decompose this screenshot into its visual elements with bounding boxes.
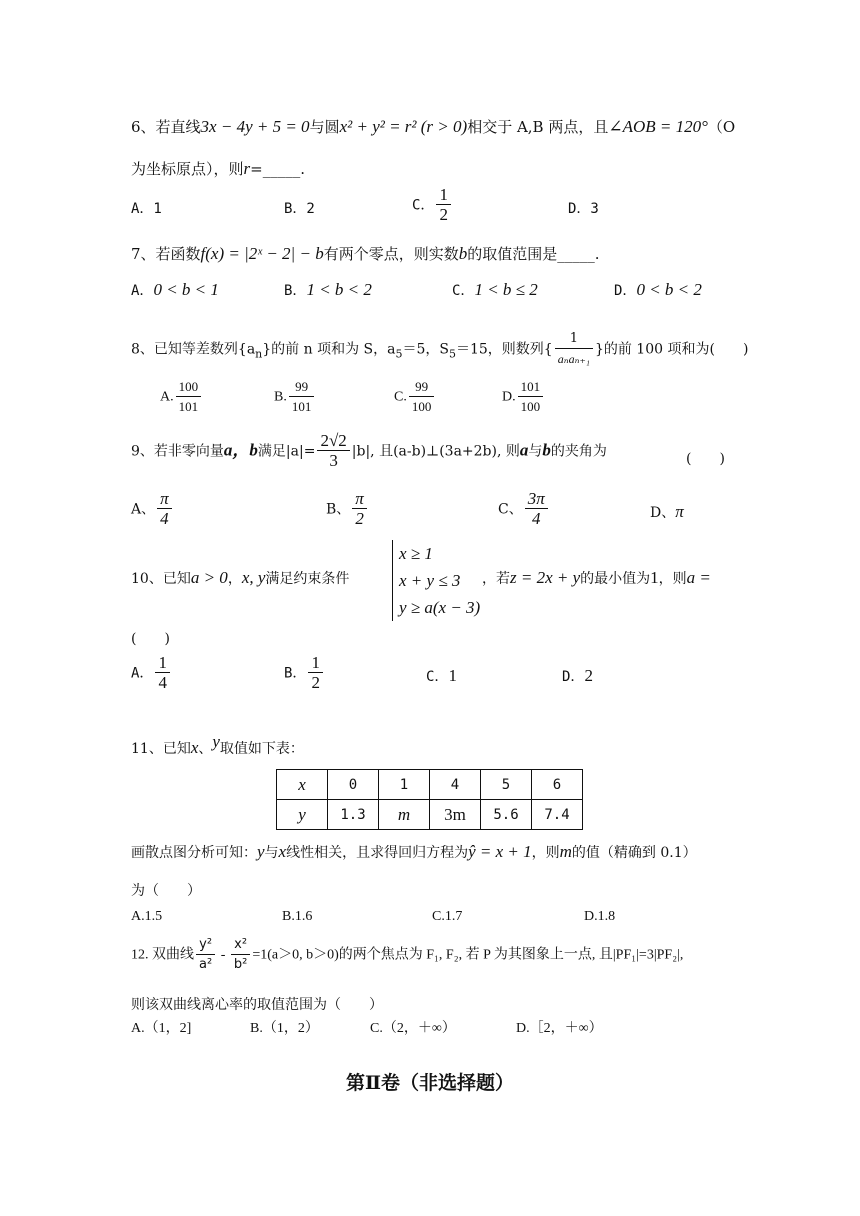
frac-den: 4 xyxy=(160,509,169,528)
constraint: x + y ≤ 3 xyxy=(399,571,461,590)
q6-line2-a: 为坐标原点），则 xyxy=(131,160,244,178)
table-cell: m xyxy=(379,800,430,830)
option-label: D. xyxy=(502,389,516,405)
q10-condition: a > 0 xyxy=(190,568,228,587)
q6-circle-equation: x² + y² = r² (r > 0) xyxy=(339,117,468,136)
q11-text-e: 线性相关，且求得回归方程为 xyxy=(286,845,469,861)
q12-fraction-y xyxy=(196,936,215,975)
frac-den: aₙaₙ₊₁ xyxy=(557,352,590,366)
q6-line-equation: 3x − 4y + 5 = 0 xyxy=(200,117,310,136)
q8-sub-n: n xyxy=(255,347,263,361)
frac-den: 101 xyxy=(178,399,199,414)
option-fraction xyxy=(308,654,323,693)
frac-num: 1 xyxy=(555,330,593,349)
table-row xyxy=(277,770,583,800)
q9-option-b xyxy=(326,490,369,529)
q6-option-d: D．3 xyxy=(568,201,599,217)
option-fraction xyxy=(409,378,435,417)
q8-sub-5b: 5 xyxy=(448,347,456,361)
q7-var: b xyxy=(458,244,468,263)
table-cell: 6 xyxy=(532,770,583,800)
frac-den: 4 xyxy=(158,673,167,692)
constraint: y ≥ a(x − 3) xyxy=(399,598,481,617)
q9-text-b: 满足|a|= xyxy=(257,443,316,460)
q10-option-d xyxy=(562,666,593,686)
q6-option-b: B．2 xyxy=(284,201,315,217)
q8-option-b xyxy=(274,378,316,417)
q11-sep: 、 xyxy=(198,741,213,757)
table-cell: 0 xyxy=(328,770,379,800)
q9-text-a: 9、若非零向量 xyxy=(131,443,224,460)
frac-den: 2 xyxy=(311,673,320,692)
q6-line1 xyxy=(131,116,735,137)
frac-num: 1 xyxy=(308,654,323,673)
option-fraction xyxy=(352,490,367,529)
frac-den: 2 xyxy=(439,205,448,224)
q6-mid2: 相交于 A,B 两点，且 xyxy=(467,118,609,136)
q6-label: 6、若直线 xyxy=(131,118,201,136)
q9-text-c: |b|, 且(a-b)⊥(3a+2b), 则 xyxy=(351,443,520,460)
q9-b: b xyxy=(542,440,551,460)
option-label: A． xyxy=(131,665,154,682)
q12-question-line: 则该双曲线离心率的取值范围为（ ） xyxy=(131,997,383,1013)
option-value: 0 < b < 1 xyxy=(153,280,219,299)
table-row xyxy=(277,800,583,830)
option-fraction xyxy=(155,654,170,693)
q8-line xyxy=(131,330,748,369)
q11-text-b: 取值如下表： xyxy=(219,741,304,757)
q12-option-d: D.［2，＋∞） xyxy=(516,1021,603,1036)
q6-angle: ∠AOB = 120° xyxy=(608,117,708,136)
option-label: A、 xyxy=(131,501,156,518)
q11-y2: y xyxy=(257,842,265,861)
frac-den: 4 xyxy=(531,509,541,528)
table-cell: 1 xyxy=(379,770,430,800)
option-label: A. xyxy=(160,389,174,405)
q11-y: y xyxy=(212,732,220,751)
frac-den: 101 xyxy=(291,399,312,414)
q12-option-a: A.（1，2] xyxy=(131,1021,192,1036)
q6-option-c-label: C． xyxy=(412,197,435,214)
table-cell: 5.6 xyxy=(481,800,532,830)
q9-option-a xyxy=(131,490,174,529)
frac-num: 99 xyxy=(409,378,435,397)
q11-regression: ŷ = x + 1 xyxy=(468,842,532,861)
frac-num: π xyxy=(352,490,367,509)
frac-num: 100 xyxy=(176,378,202,397)
q11-x2: x xyxy=(278,842,287,861)
q7-option-c xyxy=(452,280,538,300)
option-label: B． xyxy=(284,665,307,682)
q10-min-value: 1 xyxy=(650,568,659,587)
q8-fraction xyxy=(555,330,593,369)
q11-text-a: 11、已知 xyxy=(131,741,191,757)
q10-option-c xyxy=(426,666,457,686)
q10-line-left xyxy=(131,568,349,588)
q8-text-d: ＝15，则数列{ xyxy=(455,341,553,358)
q12-text-b: =1(a＞0, b＞0)的两个焦点为 F₁, F₂, 若 P 为其图象上一点, 且|PF₁|=3|PF₂|, xyxy=(252,947,684,963)
q12-option-c: C.（2，＋∞） xyxy=(370,1021,456,1036)
q10-text-c: 满足约束条件 xyxy=(265,571,350,587)
q10-objective: z = 2x + y xyxy=(510,568,581,587)
option-label: C. xyxy=(394,389,407,405)
q11-analysis-line xyxy=(131,842,697,862)
q11-line xyxy=(131,732,304,758)
table-cell: y xyxy=(277,800,328,830)
q9-option-d xyxy=(650,502,684,522)
q10-vars: x, y xyxy=(241,568,266,587)
q6-r: r xyxy=(243,159,251,178)
q6-option-c xyxy=(412,186,453,225)
option-label: D、 xyxy=(650,505,676,521)
q6-mid1: 与圆 xyxy=(309,118,340,136)
q8-sub-5: 5 xyxy=(395,347,403,361)
q8-text-c: ＝5，S xyxy=(402,341,449,358)
option-fraction xyxy=(176,378,202,417)
frac-num: 99 xyxy=(289,378,315,397)
q8-text-a: 8、已知等差数列{a xyxy=(131,341,256,358)
q6-option-c-fraction xyxy=(436,186,451,225)
q7-option-d xyxy=(614,280,702,300)
table-cell: 1.3 xyxy=(328,800,379,830)
q11-text-c: 画散点图分析可知： xyxy=(131,845,257,861)
q10-option-a xyxy=(131,654,172,693)
q12-line xyxy=(131,936,683,975)
q12-text-a: 12. 双曲线 xyxy=(131,947,194,963)
frac-num: 1 xyxy=(155,654,170,673)
q6-line2 xyxy=(131,158,305,179)
option-label: C、 xyxy=(498,501,523,518)
q11-option-a: A.1.5 xyxy=(131,909,163,924)
frac-den: a² xyxy=(199,957,213,972)
q12-minus: - xyxy=(217,947,229,963)
option-value: 1 < b ≤ 2 xyxy=(474,280,538,299)
option-fraction xyxy=(157,490,172,529)
frac-den: 100 xyxy=(411,399,432,414)
q7-mid: 有两个零点，则实数 xyxy=(323,245,459,263)
table-cell: 7.4 xyxy=(532,800,583,830)
option-value: 1 xyxy=(448,666,457,685)
q11-answer-line: 为（ ） xyxy=(131,883,201,899)
q10-text-a: 10、已知 xyxy=(131,571,191,587)
q9-a: a xyxy=(519,440,529,460)
option-label: C． xyxy=(452,283,475,299)
option-label: B． xyxy=(284,283,307,299)
option-label: D． xyxy=(614,283,637,299)
option-fraction xyxy=(525,490,548,529)
q8-option-c xyxy=(394,378,436,417)
q12-fraction-x xyxy=(231,936,250,975)
q7-line xyxy=(131,243,600,264)
q10-line-right xyxy=(482,568,711,588)
q9-fraction xyxy=(317,432,349,471)
frac-den: 3 xyxy=(329,451,338,470)
q11-text-g: 的值（精确到 0.1） xyxy=(571,845,697,861)
q10-constraint-system xyxy=(392,540,480,621)
option-label: C． xyxy=(426,669,449,685)
table-cell: 5 xyxy=(481,770,532,800)
q9-vectors: a，b xyxy=(223,440,258,460)
frac-num: 3π xyxy=(525,490,548,509)
option-value: 2 xyxy=(584,666,593,685)
q11-option-d: D.1.8 xyxy=(584,909,616,924)
q9-answer-paren: ( ) xyxy=(686,451,725,467)
option-value: π xyxy=(675,502,684,521)
q7-option-b xyxy=(284,280,372,300)
q10-text-f: ，则 xyxy=(658,571,687,587)
constraint: x ≥ 1 xyxy=(399,544,433,563)
frac-num: 101 xyxy=(518,378,544,397)
q7-option-a xyxy=(131,280,219,300)
frac-num: 2√2 xyxy=(317,432,349,451)
q9-line xyxy=(131,432,607,471)
q8-text-e: }的前 100 项和为( ) xyxy=(594,341,749,358)
q6-line2-b: =_____. xyxy=(250,160,305,178)
frac-num: 1 xyxy=(436,186,451,205)
q10-option-b xyxy=(284,654,325,693)
q10-a-eq: a = xyxy=(686,568,711,587)
q7-label: 7、若函数 xyxy=(131,245,201,263)
q9-text-d: 与 xyxy=(528,443,543,460)
q7-function: f(x) = |2ˣ − 2| − b xyxy=(200,244,324,263)
option-fraction xyxy=(518,378,544,417)
q11-option-b: B.1.6 xyxy=(282,909,313,924)
q11-option-c: C.1.7 xyxy=(432,909,463,924)
option-label: B. xyxy=(274,389,287,405)
q8-text-b: }的前 n 项和为 S，a xyxy=(262,341,396,358)
option-label: B、 xyxy=(326,501,351,518)
table-cell: x xyxy=(277,770,328,800)
q9-option-c xyxy=(498,490,550,529)
q10-text-e: 的最小值为 xyxy=(580,571,651,587)
q8-option-a xyxy=(160,378,203,417)
q8-option-d xyxy=(502,378,545,417)
q6-option-a: A．1 xyxy=(131,201,162,217)
q10-text-d: ，若 xyxy=(482,571,510,587)
q9-text-e: 的夹角为 xyxy=(550,443,607,460)
q11-text-f: ，则 xyxy=(531,845,560,861)
q10-text-b: ， xyxy=(227,571,242,587)
frac-num: x² xyxy=(231,936,250,955)
frac-num: y² xyxy=(196,936,215,955)
frac-den: 100 xyxy=(520,399,541,414)
table-cell: 4 xyxy=(430,770,481,800)
option-fraction xyxy=(289,378,315,417)
table-cell: 3m xyxy=(430,800,481,830)
q6-tail: （O xyxy=(707,118,736,136)
q11-x: x xyxy=(190,738,199,757)
option-label: D． xyxy=(562,669,585,685)
section-title: 第Ⅱ卷（非选择题） xyxy=(345,1072,514,1094)
q11-m: m xyxy=(559,842,572,861)
q12-option-b: B.（1，2） xyxy=(250,1021,319,1036)
option-value: 1 < b < 2 xyxy=(306,280,372,299)
q11-table xyxy=(276,769,583,830)
option-label: A． xyxy=(131,283,154,299)
q11-text-d: 与 xyxy=(264,845,279,861)
q10-answer-paren: ( ) xyxy=(131,631,170,647)
frac-den: b² xyxy=(233,957,248,972)
option-value: 0 < b < 2 xyxy=(636,280,702,299)
frac-den: 2 xyxy=(355,509,364,528)
q7-tail: 的取值范围是_____. xyxy=(467,245,600,263)
frac-num: π xyxy=(157,490,172,509)
